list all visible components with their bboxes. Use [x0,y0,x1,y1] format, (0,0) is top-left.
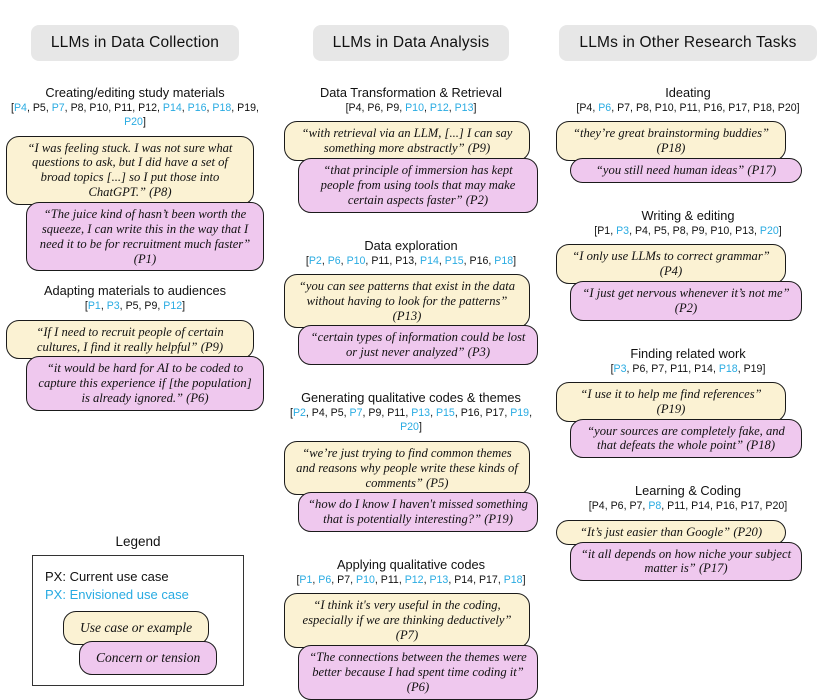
participant-tag: P4 [311,407,325,420]
participant-tag: P13 [429,574,449,587]
section-title: Adapting materials to audiences [43,283,227,299]
participant-tag: P16 [469,254,489,267]
participant-list: [P2, P6, P10, P11, P13, P14, P15, P16, P18] [305,254,517,267]
participant-tag: P6 [610,500,624,513]
participant-tag: P10 [356,574,375,587]
section-finding-related-work [546,346,830,459]
concern-quote: “certain types of information could be lost or just never analyzed” (P3) [298,325,538,365]
participant-tag: P8 [672,224,686,237]
participant-tag: P19 [510,407,530,420]
section-title: Applying qualitative codes [337,557,485,573]
section-data-transformation-retrieval [284,85,538,213]
concern-quote: “it all depends on how niche your subject matter is” (P17) [570,542,802,582]
participant-tag: P10 [346,254,366,267]
legend-current-label: PX: Current use case [45,569,169,585]
participant-tag: P16 [715,500,735,513]
participant-tag: P19 [237,102,256,114]
section-learning-coding [546,483,830,581]
legend [32,534,244,686]
section-adapting-materials-to-audiences [6,283,264,411]
participant-tag: P18 [753,102,772,114]
participant-tag: P14 [420,254,439,267]
participant-tag: P6 [632,362,646,375]
participant-tag: P12 [138,102,157,114]
participant-tag: P11 [679,102,698,114]
participant-list: [P2, P4, P5, P7, P9, P11, P13, P15, P16, P17, P19, P20] [289,407,533,434]
participant-tag: P3 [613,362,627,375]
participant-tag: P13 [735,224,754,237]
concern-quote: “The connections between the themes were better because I had spent time coding it” (P6) [298,645,538,700]
section-creating-editing-study-materials [6,85,264,271]
section-writing-editing [546,208,830,321]
participant-tag: P10 [89,102,109,114]
participant-tag: P17 [740,500,760,513]
participant-tag: P19 [743,362,763,375]
usecase-quote: “I think it's very useful in the coding, especially if we are thinking deductively” (P7) [284,593,530,648]
participant-tag: P16 [187,102,207,114]
participant-tag: P3 [616,224,630,237]
participant-tag: P6 [318,574,332,587]
section-generating-qualitative-codes-themes [284,390,538,532]
participant-tag: P20 [759,224,779,237]
participant-list: [P4, P6, P7, P8, P10, P11, P16, P17, P18, P20] [576,102,800,114]
participant-list: [P3, P6, P7, P11, P14, P18, P19] [610,362,766,375]
participant-tag: P17 [478,574,498,587]
participant-tag: P12 [404,574,424,587]
participant-tag: P20 [765,500,785,513]
participant-tag: P13 [454,102,474,114]
participant-tag: P6 [367,102,381,114]
section-ideating [546,85,830,183]
participant-tag: P16 [703,102,723,114]
concern-quote: “I just get nervous whenever it’s not me” (P2) [570,281,802,321]
participant-tag: P3 [106,300,120,313]
participant-tag: P8 [648,500,662,513]
participant-tag: P14 [162,102,182,114]
participant-tag: P7 [651,362,665,375]
participant-tag: P7 [629,500,643,513]
column-data-collection [6,0,264,692]
participant-tag: P8 [70,102,84,114]
legend-box [32,555,244,686]
participant-tag: P12 [429,102,449,114]
participant-tag: P18 [718,362,738,375]
participant-tag: P6 [327,254,341,267]
participant-tag: P9 [691,224,705,237]
participant-tag: P7 [51,102,65,114]
participant-list: [P1, P6, P7, P10, P11, P12, P13, P14, P17, P18] [296,574,526,587]
column-data-analysis [284,0,538,692]
participant-tag: P4 [579,102,593,114]
legend-usecase-sample: Use case or example [63,611,209,645]
legend-envisioned-label: PX: Envisioned use case [45,586,189,602]
participant-tag: P8 [635,102,649,114]
participant-tag: P20 [400,421,419,434]
section-title: Ideating [665,85,711,100]
participant-tag: P17 [485,407,505,420]
participant-tag: P7 [349,407,363,420]
usecase-quote: “I only use LLMs to correct grammar” (P4) [556,244,786,284]
section-title: Generating qualitative codes & themes [301,390,521,406]
section-applying-qualitative-codes [284,557,538,699]
participant-tag: P5 [330,407,344,420]
participant-tag: P18 [503,574,523,587]
participant-tag: P7 [337,574,351,587]
participant-tag: P10 [654,102,674,114]
participant-tag: P14 [691,500,710,513]
participant-tag: P1 [87,300,101,313]
participant-list: [P4, P5, P7, P8, P10, P11, P12, P14, P16, P18, P19, P20] [11,102,259,129]
participant-tag: P14 [694,362,713,375]
column-header: LLMs in Data Analysis [313,25,510,61]
concern-quote: “that principle of immersion has kept people from using tools that may make certain aspects faster” (P2) [298,158,538,213]
participant-tag: P5 [653,224,667,237]
participant-tag: P2 [292,407,306,420]
usecase-quote: “I was feeling stuck. I was not sure what questions to ask, but I did have a set of broad topics [...] so I put those into ChatGPT.” (P8) [6,136,254,205]
participant-tag: P4 [348,102,362,114]
column-header: LLMs in Other Research Tasks [559,25,816,61]
participant-tag: P10 [710,224,730,237]
usecase-quote: “we’re just trying to find common themes and reasons why people write these kinds of comments” (P5) [284,441,530,496]
participant-tag: P11 [670,362,689,375]
participant-tag: P15 [444,254,464,267]
participant-tag: P6 [598,102,612,114]
legend-title: Legend [115,534,161,550]
section-title: Creating/editing study materials [45,85,225,100]
participant-tag: P2 [308,254,322,267]
participant-tag: P17 [728,102,748,114]
column-other-research-tasks [546,0,830,692]
participant-tag: P9 [144,300,158,313]
section-title: Data Transformation & Retrieval [319,85,503,100]
participant-list: [P1, P3, P4, P5, P8, P9, P10, P13, P20] [594,224,782,237]
concern-quote: “your sources are completely fake, and that defeats the whole point” (P18) [570,419,802,459]
participant-tag: P11 [114,102,133,114]
participant-list: [P1, P3, P5, P9, P12] [84,300,186,313]
concern-quote: “how do I know I haven't missed something that is potentially interesting?” (P19) [298,492,538,532]
participant-tag: P9 [368,407,382,420]
concern-quote: “The juice kind of hasn’t been worth the squeeze, I can write this in the way that I need it to be for recruitment much faster” (P1) [26,202,264,271]
participant-tag: P9 [386,102,400,114]
participant-tag: P18 [494,254,514,267]
participant-tag: P16 [460,407,480,420]
participant-tag: P11 [667,500,686,513]
section-title: Finding related work [630,345,746,361]
concern-quote: “you still need human ideas” (P17) [570,158,802,183]
section-title: Learning & Coding [634,483,741,499]
participant-list: [P4, P6, P9, P10, P12, P13] [345,102,477,114]
participant-tag: P18 [212,102,232,114]
participant-tag: P14 [454,574,474,587]
participant-tag: P20 [777,102,797,114]
participant-tag: P12 [163,300,183,313]
participant-list: [P4, P6, P7, P8, P11, P14, P16, P17, P20] [588,500,788,513]
participant-tag: P13 [395,254,415,267]
participant-tag: P1 [299,574,313,587]
participant-tag: P15 [435,407,455,420]
section-title: Writing & editing [641,207,735,223]
usecase-quote: “If I need to recruit people of certain cultures, I find it really helpful” (P9) [6,320,254,360]
usecase-quote: “It’s just easier than Google” (P20) [556,520,786,545]
usecase-quote: “they’re great brainstorming buddies” (P18) [556,121,786,161]
participant-tag: P11 [371,254,390,267]
participant-tag: P11 [387,407,406,420]
participant-tag: P4 [591,500,605,513]
usecase-quote: “I use it to help me find references” (P19) [556,382,786,422]
participant-tag: P10 [405,102,424,114]
legend-concern-sample: Concern or tension [79,641,217,675]
participant-tag: P7 [617,102,631,114]
participant-tag: P4 [634,224,648,237]
section-data-exploration [284,238,538,366]
usecase-quote: “you can see patterns that exist in the data without having to look for the patterns” (P13) [284,274,530,329]
participant-tag: P5 [125,300,139,313]
participant-tag: P4 [13,102,27,114]
participant-tag: P5 [32,102,46,114]
section-title: Data exploration [364,237,458,253]
column-header: LLMs in Data Collection [31,25,239,61]
participant-tag: P20 [124,116,143,129]
participant-tag: P11 [380,574,399,587]
participant-tag: P13 [411,407,431,420]
participant-tag: P1 [597,224,611,237]
concern-quote: “it would be hard for AI to be coded to capture this experience if [the population] is already ignored.” (P6) [26,356,264,411]
usecase-quote: “with retrieval via an LLM, [...] I can say something more abstractly” (P9) [284,121,530,161]
